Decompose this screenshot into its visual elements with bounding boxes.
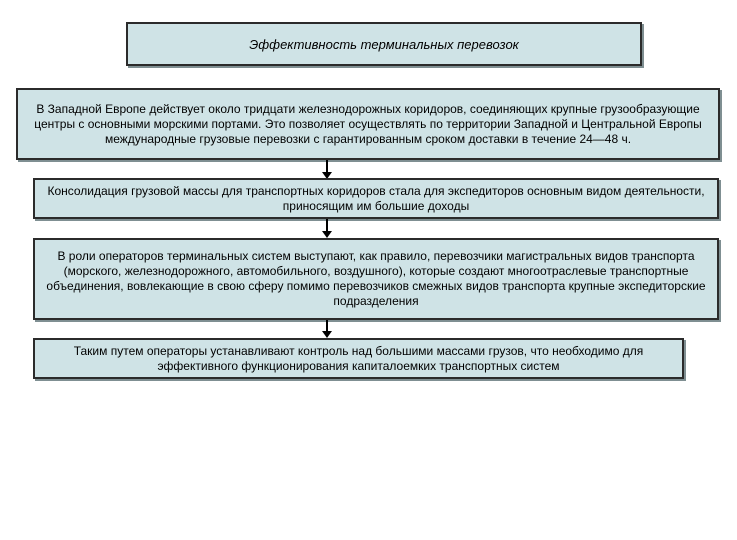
flow-block-2 (33, 178, 719, 219)
flow-block-1-text: В Западной Европе действует около тридцати железнодорожных коридоров, соединяющих крупные грузообразующие центры с основными морскими портами. Это позволяет осуществлять по территории Западной и Центральной Европы международные грузовые перевозки с гарантированным сроком доставки в течение 24—48 ч. (34, 101, 702, 146)
flow-block-3 (33, 238, 719, 320)
flow-block-4-text: Таким путем операторы устанавливают контроль над большими массами грузов, что необходимо для эффективного функционирования капиталоемких транспортных систем (73, 343, 644, 373)
arrow-3-4 (320, 320, 334, 339)
flow-block-4 (33, 338, 684, 379)
arrow-1-2 (320, 160, 334, 180)
flow-block-2-text: Консолидация грузовой массы для транспортных коридоров стала для экспедиторов основным видом деятельности, приносящим им большие доходы (47, 183, 705, 213)
flow-block-3-text: В роли операторов терминальных систем выступают, как правило, перевозчики магистральных видов транспорта (морского, железнодорожного, автомобильного, воздушного), которые создают многоотраслевые транспортные объединения, вовлекающие в свою сферу помимо перевозчиков смежных видов транспорта крупные экспедиторские подразделения (46, 249, 706, 308)
flow-block-1 (16, 88, 720, 160)
diagram-title: Эффективность терминальных перевозок (249, 36, 519, 52)
diagram-title-box (126, 22, 642, 66)
arrow-2-3 (320, 219, 334, 239)
